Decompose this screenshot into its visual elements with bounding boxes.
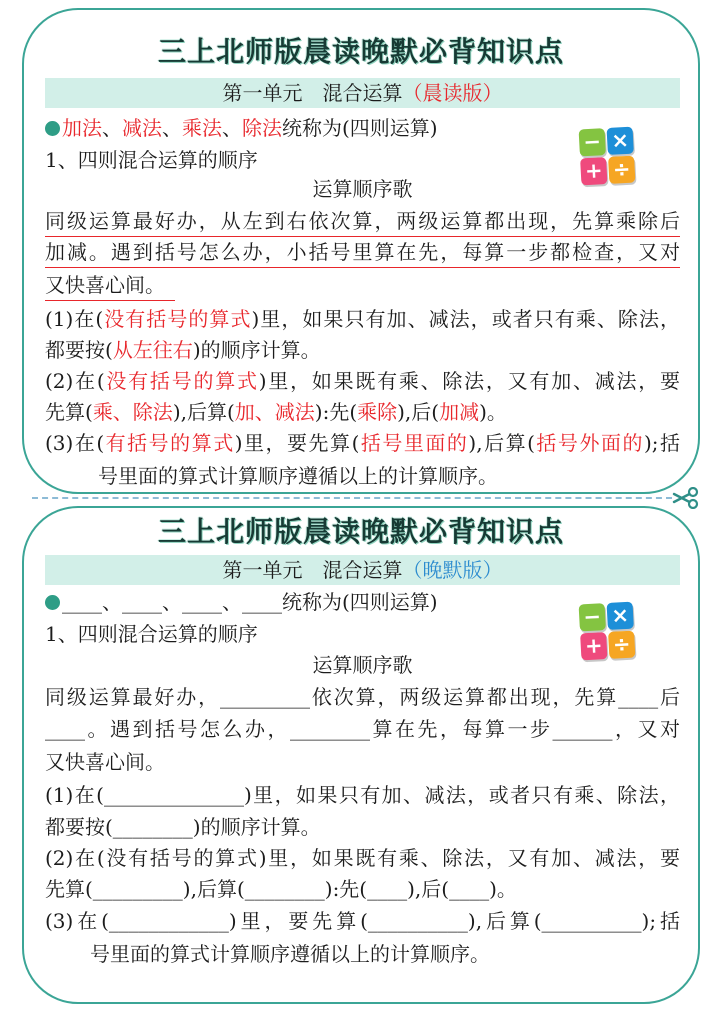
song-line: 又快喜心间。 <box>45 750 165 774</box>
minus-key-icon: − <box>579 128 606 156</box>
operations-blanks: ____、____、____、____统称为(四则运算) <box>62 590 438 614</box>
song-title: 运算顺序歌 <box>312 177 413 201</box>
rule-text: 都要按( <box>45 338 113 362</box>
answer-text: 加法 <box>62 116 102 140</box>
rule-1-line-1 <box>45 304 680 334</box>
unit-header <box>45 78 680 108</box>
page-title: 三上北师版晨读晚默必背知识点 <box>157 35 564 68</box>
rule-2-line-1: (2)在(没有括号的算式)里，如果既有乘、除法，又有加、减法，要 <box>45 846 680 870</box>
rule-text: 先算( <box>45 400 93 424</box>
answer-text: 乘除 <box>357 400 398 424</box>
operations-line <box>45 587 438 617</box>
section-heading: 1、四则混合运算的顺序 <box>45 622 258 646</box>
rule-text: )里，如果既有乘、除法，又有加、减法，要 <box>258 369 680 393</box>
rule-text: )的顺序计算。 <box>192 338 321 362</box>
unit-label: 第一单元 混合运算 <box>222 558 403 582</box>
unit-label: 第一单元 混合运算 <box>222 81 403 105</box>
answer-text: 括号里面的 <box>359 431 469 455</box>
rule-2-line-2 <box>45 397 507 427</box>
answer-text: 从左往右 <box>112 338 193 362</box>
rule-text: ),后算( <box>172 400 235 424</box>
separator: 、 <box>102 116 122 140</box>
song-line: 同级运算最好办，从左到右依次算，两级运算都出现，先算乘除后 <box>45 206 680 237</box>
rule-text: ),后算( <box>468 431 535 455</box>
rule-text: (3)在( <box>45 431 105 455</box>
rule-3-line-1 <box>45 428 680 458</box>
separator: 、 <box>222 116 242 140</box>
evening-card <box>22 506 700 1004</box>
edition-label: （晨读版） <box>402 81 503 105</box>
song-line: 加减。遇到括号怎么办，小括号里算在先，每算一步都检查，又对 <box>45 237 680 268</box>
page-title: 三上北师版晨读晚默必背知识点 <box>157 515 564 548</box>
answer-text: 乘、除法 <box>92 400 173 424</box>
morning-card <box>22 8 700 494</box>
operations-rest: 统称为(四则运算) <box>282 116 438 140</box>
rule-text: ),后( <box>397 400 440 424</box>
unit-header <box>45 555 680 585</box>
rule-1-line-1: (1)在(______________)里，如果只有加、减法，或者只有乘、除法， <box>45 783 680 807</box>
section-heading: 1、四则混合运算的顺序 <box>45 148 258 172</box>
rule-text: );括 <box>643 431 681 455</box>
rule-3-line-2: 号里面的算式计算顺序遵循以上的计算顺序。 <box>90 942 490 966</box>
rule-text: )里，要先算( <box>234 431 360 455</box>
edition-label: （晚默版） <box>402 558 503 582</box>
rule-text: )。 <box>479 400 507 424</box>
rule-1-line-2: 都要按(________)的顺序计算。 <box>45 815 321 839</box>
song-line: 又快喜心间。 <box>45 270 175 301</box>
answer-text: 括号外面的 <box>534 431 644 455</box>
answer-text: 加减 <box>439 400 480 424</box>
rule-text: )里，如果只有加、减法，或者只有乘、除法， <box>251 307 680 331</box>
song-title: 运算顺序歌 <box>312 653 413 677</box>
answer-text: 加、减法 <box>234 400 315 424</box>
answer-text: 除法 <box>242 116 282 140</box>
divide-key-icon: ÷ <box>608 156 635 184</box>
answer-text: 有括号的算式 <box>104 431 235 455</box>
rule-3-line-2: 号里面的算式计算顺序遵循以上的计算顺序。 <box>98 464 498 488</box>
scissors-icon <box>672 487 700 509</box>
minus-key-icon: − <box>579 603 606 631</box>
rule-2-line-1 <box>45 366 680 396</box>
plus-key-icon: + <box>580 157 607 185</box>
rule-text: ):先( <box>314 400 358 424</box>
cut-line <box>32 497 672 499</box>
song-line: 同级运算最好办，_________依次算，两级运算都出现，先算____后 <box>45 685 680 709</box>
rule-text: (2)在( <box>45 369 105 393</box>
plus-key-icon: + <box>580 632 607 660</box>
rule-3-line-1: (3)在(____________)里，要先算(__________),后算(__________);括 <box>45 909 680 933</box>
times-key-icon: × <box>607 127 634 155</box>
song-line: ____。遇到括号怎么办，________算在先，每算一步______，又对 <box>45 717 680 741</box>
rule-text: (1)在( <box>45 307 104 331</box>
answer-text: 乘法 <box>182 116 222 140</box>
bullet-dot <box>45 595 60 610</box>
rule-2-line-2: 先算(_________),后算(________):先(____),后(____)。 <box>45 877 517 901</box>
times-key-icon: × <box>607 602 634 630</box>
answer-text: 没有括号的算式 <box>104 369 259 393</box>
divide-key-icon: ÷ <box>608 631 635 659</box>
answer-text: 减法 <box>122 116 162 140</box>
bullet-dot <box>45 121 60 136</box>
rule-1-line-2 <box>45 335 321 365</box>
separator: 、 <box>162 116 182 140</box>
answer-text: 没有括号的算式 <box>103 307 252 331</box>
operations-line <box>45 113 438 143</box>
